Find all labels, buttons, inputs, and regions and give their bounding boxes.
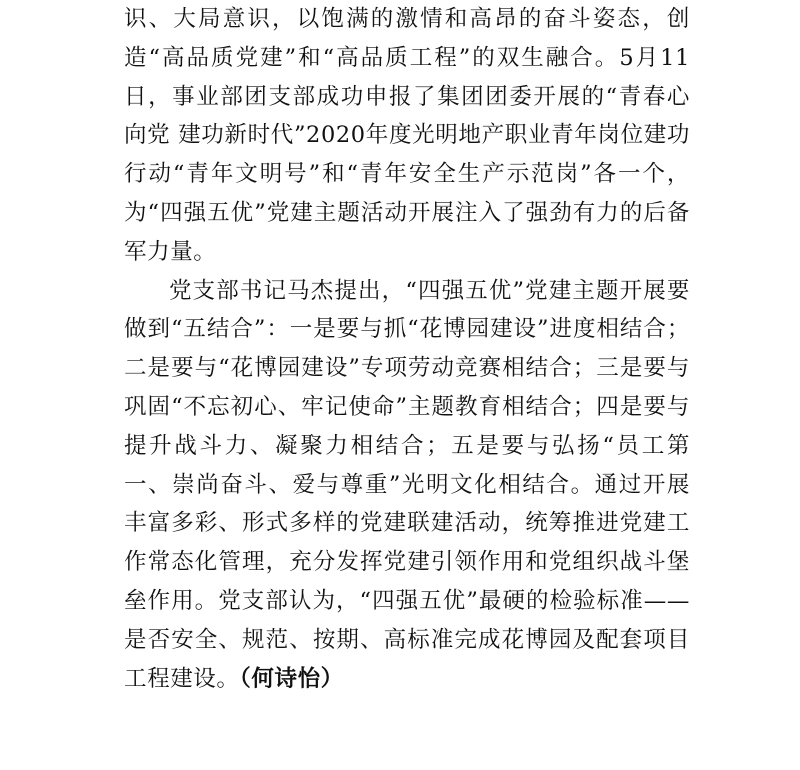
author-credit: （何诗怡）	[239, 665, 344, 692]
article-body	[124, 0, 690, 698]
paragraph-party-branch	[124, 272, 690, 699]
paragraph-party-branch-text: 党支部书记马杰提出，“四强五优”党建主题开展要做到“五结合”：一是要与抓“花博园建设”进度相结合；二是要与“花博园建设”专项劳动竞赛相结合；三是要与巩固“不忘初心、牢记使命”主题教育相结合；四是要与提升战斗力、凝聚力相结合；五是要与弘扬“员工第一、崇尚奋斗、爱与尊重”光明文化相结合。通过开展丰富多彩、形式多样的党建联建活动，统筹推进党建工作常态化管理，充分发挥党建引领作用和党组织战斗堡垒作用。党支部认为，“四强五优”最硬的检验标准——是否安全、规范、按期、高标准完成花博园及配套项目工程建设。	[124, 277, 690, 692]
paragraph-continued: 识、大局意识，以饱满的激情和高昂的奋斗姿态，创造“高品质党建”和“高品质工程”的双生融合。5月11日，事业部团支部成功申报了集团团委开展的“青春心向党 建功新时代”2020年度光明地产职业青年岗位建功行动“青年文明号”和“青年安全生产示范岗”各一个，为“四强五优”党建主题活动开展注入了强劲有力的后备军力量。	[124, 6, 690, 265]
